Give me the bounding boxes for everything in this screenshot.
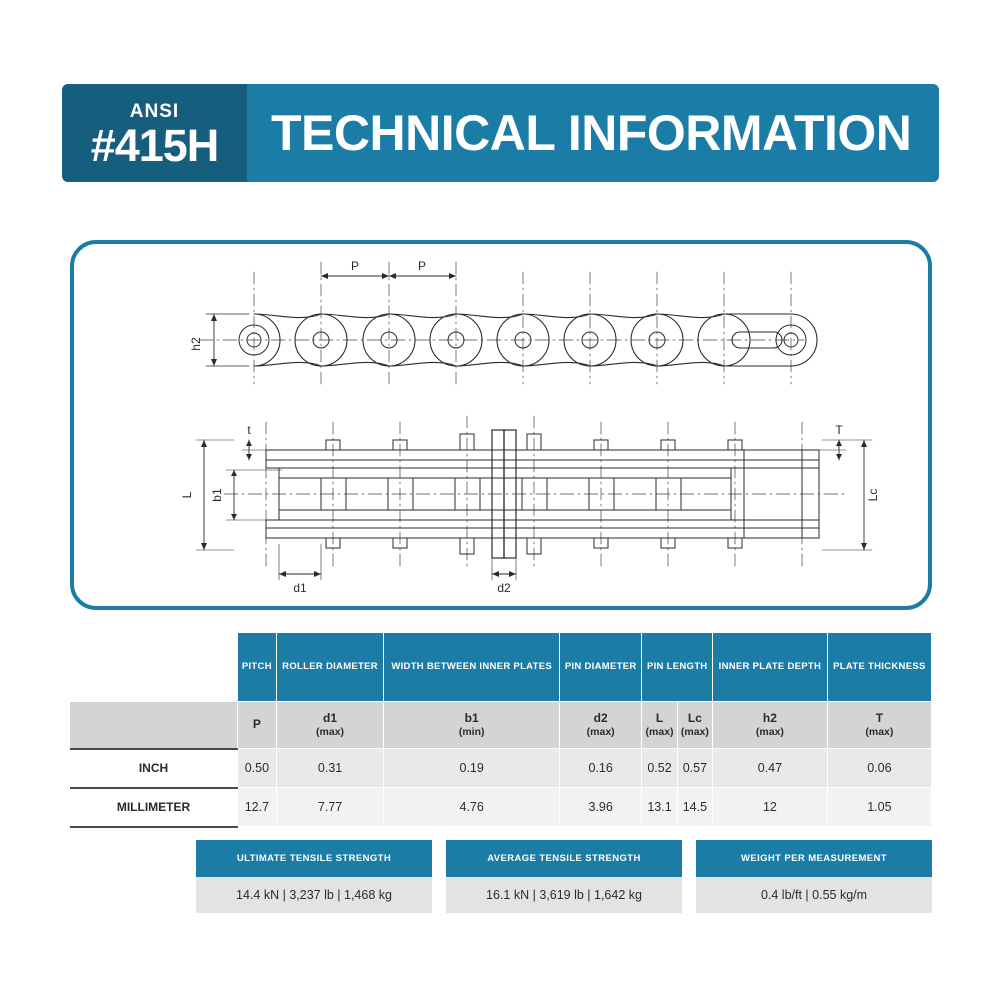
cell-mm-T: 1.05 bbox=[827, 788, 931, 827]
label-L: L bbox=[180, 491, 194, 499]
symbol-h2-name: h2 bbox=[762, 711, 777, 726]
symbol-b1-name: b1 bbox=[464, 711, 479, 726]
symbol-L bbox=[642, 702, 677, 749]
card-ultimate-tensile-strength bbox=[196, 840, 432, 913]
cell-inch-T: 0.06 bbox=[827, 749, 931, 788]
cell-mm-d1: 7.77 bbox=[276, 788, 384, 827]
row-unit-inch: INCH bbox=[70, 749, 238, 788]
specification-table bbox=[70, 632, 932, 828]
symbol-Lc bbox=[677, 702, 712, 749]
symbol-h2 bbox=[713, 702, 828, 749]
label-b1: b1 bbox=[210, 488, 224, 502]
symbol-h2-qualifier: (max) bbox=[755, 725, 784, 738]
symbol-b1 bbox=[384, 702, 560, 749]
table-row bbox=[70, 788, 932, 827]
chain-code: #415H bbox=[90, 120, 219, 171]
symbol-Lc-qualifier: (max) bbox=[680, 725, 709, 738]
symbol-L-qualifier: (max) bbox=[645, 725, 674, 738]
cell-mm-L: 13.1 bbox=[642, 788, 677, 827]
column-header-plate-thickness: PLATE THICKNESS bbox=[827, 633, 931, 702]
card-value-average-tensile-strength: 16.1 kN | 3,619 lb | 1,642 kg bbox=[446, 877, 682, 913]
table-row bbox=[70, 749, 932, 788]
column-header-inner-plate-depth: INNER PLATE DEPTH bbox=[713, 633, 828, 702]
label-d1: d1 bbox=[293, 581, 307, 595]
symbol-d1-name: d1 bbox=[323, 711, 338, 726]
cell-mm-h2: 12 bbox=[713, 788, 828, 827]
column-header-roller-diameter: ROLLER DIAMETER bbox=[276, 633, 384, 702]
table-header-row bbox=[70, 633, 932, 702]
cell-inch-P: 0.50 bbox=[238, 749, 277, 788]
label-pitch-1: P bbox=[350, 259, 360, 273]
card-weight-per-measurement bbox=[696, 840, 932, 913]
cell-mm-b1: 4.76 bbox=[384, 788, 560, 827]
symbol-d1-qualifier: (max) bbox=[316, 725, 345, 738]
symbol-T bbox=[827, 702, 931, 749]
cell-inch-L: 0.52 bbox=[642, 749, 677, 788]
cell-mm-Lc: 14.5 bbox=[677, 788, 712, 827]
strength-cards bbox=[196, 840, 932, 913]
label-Lc: Lc bbox=[866, 488, 880, 502]
symbol-d2-name: d2 bbox=[593, 711, 608, 726]
card-title-ultimate-tensile-strength: ULTIMATE TENSILE STRENGTH bbox=[196, 840, 432, 877]
header-title-bar bbox=[247, 84, 939, 182]
page-title: TECHNICAL INFORMATION bbox=[271, 105, 912, 161]
symbol-row bbox=[70, 702, 932, 749]
symbol-T-qualifier: (max) bbox=[865, 725, 894, 738]
symbol-P bbox=[238, 702, 277, 749]
column-header-pitch: PITCH bbox=[238, 633, 277, 702]
cell-inch-d2: 0.16 bbox=[559, 749, 641, 788]
symbol-P-name: P bbox=[252, 717, 261, 732]
cell-mm-P: 12.7 bbox=[238, 788, 277, 827]
symbol-row-corner bbox=[70, 702, 238, 749]
symbol-d2-qualifier: (max) bbox=[586, 725, 615, 738]
symbol-Lc-name: Lc bbox=[687, 711, 702, 726]
chain-technical-drawing bbox=[74, 244, 928, 606]
column-header-pin-length: PIN LENGTH bbox=[642, 633, 713, 702]
card-title-weight-per-measurement: WEIGHT PER MEASUREMENT bbox=[696, 840, 932, 877]
chain-code-badge bbox=[62, 84, 247, 182]
row-unit-millimeter: MILLIMETER bbox=[70, 788, 238, 827]
card-value-ultimate-tensile-strength: 14.4 kN | 3,237 lb | 1,468 kg bbox=[196, 877, 432, 913]
table-corner-cell bbox=[70, 633, 238, 702]
cell-inch-b1: 0.19 bbox=[384, 749, 560, 788]
label-t: t bbox=[247, 423, 251, 437]
label-pitch-2: P bbox=[417, 259, 427, 273]
cell-mm-d2: 3.96 bbox=[559, 788, 641, 827]
label-d2: d2 bbox=[497, 581, 511, 595]
cell-inch-d1: 0.31 bbox=[276, 749, 384, 788]
page-header bbox=[62, 84, 939, 182]
column-header-pin-diameter: PIN DIAMETER bbox=[559, 633, 641, 702]
label-T: T bbox=[835, 423, 843, 437]
column-header-width-between-inner-plates: WIDTH BETWEEN INNER PLATES bbox=[384, 633, 560, 702]
cell-inch-Lc: 0.57 bbox=[677, 749, 712, 788]
symbol-T-name: T bbox=[875, 711, 884, 726]
symbol-L-name: L bbox=[655, 711, 664, 726]
standard-label: ANSI bbox=[129, 101, 180, 122]
card-value-weight-per-measurement: 0.4 lb/ft | 0.55 kg/m bbox=[696, 877, 932, 913]
chain-diagram-panel bbox=[70, 240, 932, 610]
symbol-b1-qualifier: (min) bbox=[458, 725, 485, 738]
cell-inch-h2: 0.47 bbox=[713, 749, 828, 788]
card-title-average-tensile-strength: AVERAGE TENSILE STRENGTH bbox=[446, 840, 682, 877]
label-h2: h2 bbox=[189, 337, 203, 351]
symbol-d2 bbox=[559, 702, 641, 749]
card-average-tensile-strength bbox=[446, 840, 682, 913]
symbol-d1 bbox=[276, 702, 384, 749]
